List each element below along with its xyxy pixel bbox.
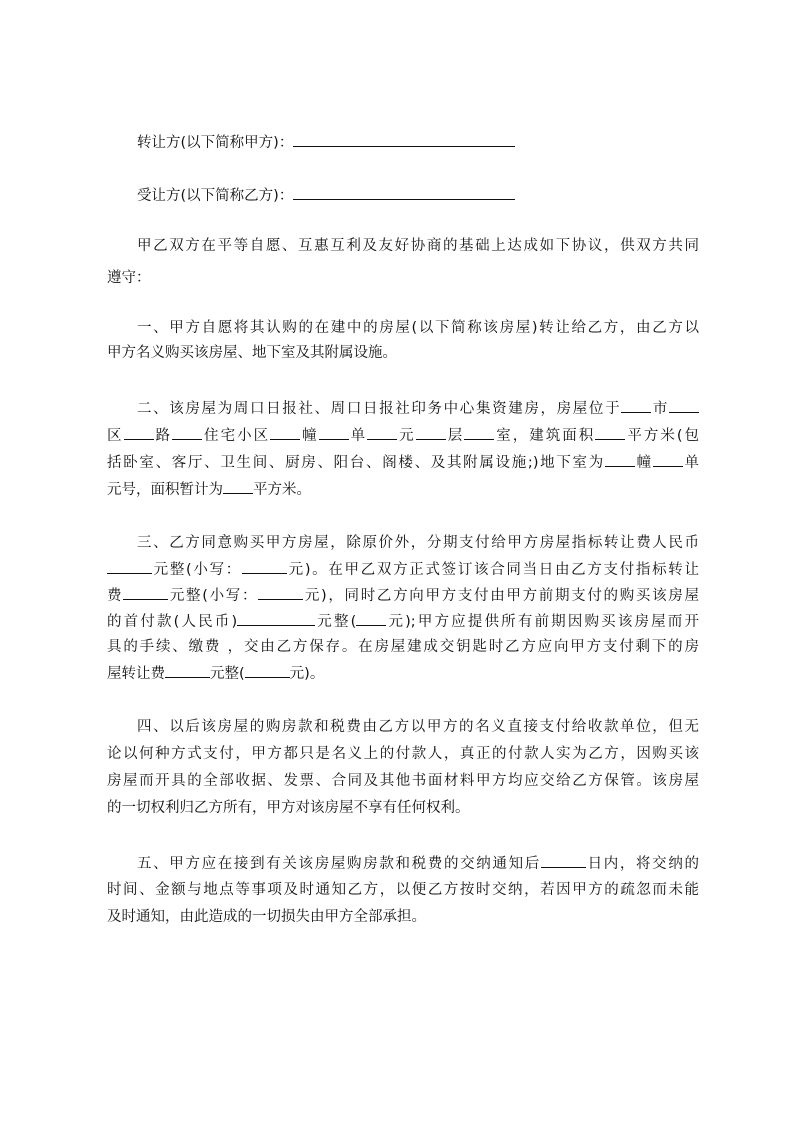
down-payment-figure-blank[interactable] (356, 611, 386, 626)
clause5-line-1: 五、甲方应在接到有关该房屋购房款和税费的交纳通知后 日内，将交纳的 (137, 853, 699, 874)
remaining-fee-blank[interactable] (165, 663, 210, 678)
floor-blank[interactable] (416, 425, 446, 440)
unit-no-blank[interactable] (367, 425, 397, 440)
clause3-line-3: 费 元整(小写： 元)，同时乙方向甲方支付由甲方前期支付的购买该房屋 (107, 585, 699, 606)
district-blank[interactable] (669, 398, 699, 413)
first-fee-figure-blank[interactable] (258, 585, 303, 600)
road-blank[interactable] (124, 425, 154, 440)
transferee-line (137, 185, 515, 206)
clause4-line-4: 的一切权利归乙方所有，甲方对该房屋不享有任何权利。 (107, 800, 470, 816)
clause4-line-2: 论以何种方式支付，甲方都只是名义上的付款人，真正的付款人实为乙方，因购买该 (107, 746, 699, 762)
building-blank[interactable] (270, 425, 300, 440)
basement-unit-blank[interactable] (653, 452, 683, 467)
area-blank[interactable] (595, 425, 625, 440)
clause2-line-3: 括卧室、客厅、卫生间、厨房、阳台、阁楼、及其附属设施;)地下室为 幢 单 (107, 452, 699, 473)
clause2-line-1: 二、该房屋为周口日报社、周口日报社印务中心集资建房，房屋位于 市 (137, 398, 699, 419)
clause3-line-4: 的首付款(人民币) 元整( 元);甲方应提供所有前期因购买该房屋而开 (107, 611, 699, 632)
community-blank[interactable] (172, 425, 202, 440)
fee-figure-blank[interactable] (242, 559, 287, 574)
clause3-line-1: 三、乙方同意购买甲方房屋，除原价外，分期支付给甲方房屋指标转让费人民币 (137, 535, 699, 551)
intro-line-1: 甲乙双方在平等自愿、互惠互利及友好协商的基础上达成如下协议，供双方共同 (137, 238, 699, 254)
clause3-line-2: 元整(小写： 元)。在甲乙双方正式签订该合同当日由乙方支付指标转让 (107, 559, 699, 580)
city-blank[interactable] (621, 398, 651, 413)
clause2-line-2: 区 路 住宅小区 幢 单 元 层 室，建筑面积 平方米(包 (107, 425, 699, 446)
transferor-blank[interactable] (293, 132, 515, 147)
clause4-line-1: 四、以后该房屋的购房款和税费由乙方以甲方的名义直接支付给收款单位，但无 (137, 719, 699, 735)
basement-building-blank[interactable] (605, 452, 635, 467)
intro-line-2: 遵守： (107, 270, 151, 286)
clause3-line-6: 屋转让费 元整( 元)。 (107, 663, 699, 684)
transferee-blank[interactable] (293, 185, 515, 200)
transferor-line (137, 132, 515, 153)
clause1-line-1: 一、甲方自愿将其认购的在建中的房屋(以下简称该房屋)转让给乙方，由乙方以 (137, 320, 699, 336)
transferor-label: 转让方(以下简称甲方)： (137, 135, 294, 151)
clause3-line-5: 具的手续、缴费 ，交由乙方保存。在房屋建成交钥匙时乙方应向甲方支付剩下的房 (107, 639, 699, 655)
clause1-line-2: 甲方名义购买该房屋、地下室及其附属设施。 (107, 345, 397, 361)
fee-amount-blank[interactable] (107, 559, 152, 574)
clause2-line-4: 元号，面积暂计为 平方米。 (107, 479, 699, 500)
unit-blank[interactable] (319, 425, 349, 440)
remaining-fee-figure-blank[interactable] (245, 663, 290, 678)
notice-days-blank[interactable] (541, 853, 586, 868)
down-payment-blank[interactable] (237, 611, 315, 626)
room-blank[interactable] (464, 425, 494, 440)
first-fee-blank[interactable] (123, 585, 168, 600)
clause5-line-3: 及时通知，由此造成的一切损失由甲方全部承担。 (107, 909, 426, 925)
clause5-line-2: 时间、金额与地点等事项及时通知乙方，以便乙方按时交纳，若因甲方的疏忽而未能 (107, 882, 699, 898)
clause4-line-3: 房屋而开具的全部收据、发票、合同及其他书面材料甲方均应交给乙方保管。该房屋 (107, 773, 699, 789)
transferee-label: 受让方(以下简称乙方)： (137, 188, 294, 204)
basement-area-blank[interactable] (223, 479, 253, 494)
